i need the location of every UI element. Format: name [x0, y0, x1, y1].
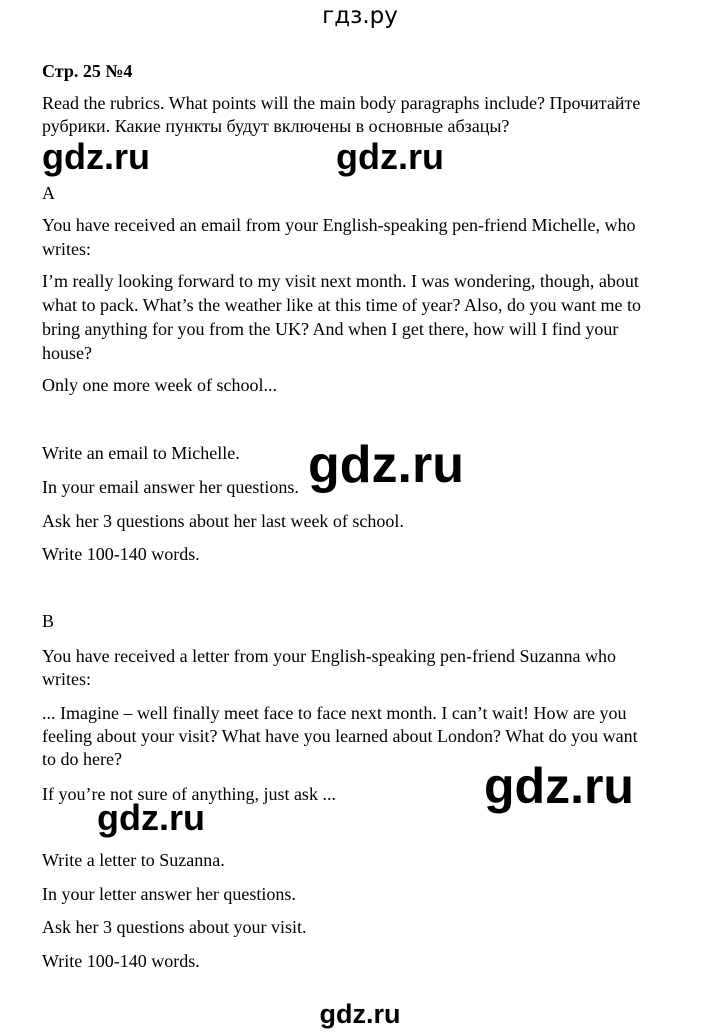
footer-watermark: gdz.ru — [319, 999, 401, 1029]
section-b-prompt-line-1: You have received a letter from your English-speaking pen-friend Suzanna who — [42, 646, 616, 666]
section-a-task-4: Write 100-140 words. — [42, 544, 200, 564]
section-b-letter-line-2: feeling about your visit? What have you learned about London? What do you want — [42, 726, 638, 746]
section-b-task-4: Write 100-140 words. — [42, 951, 200, 971]
section-a-label: A — [42, 183, 55, 203]
section-a-letter-line-1: I’m really looking forward to my visit next month. I was wondering, though, about — [42, 271, 639, 291]
watermark-4: gdz.ru — [484, 758, 634, 814]
section-b-task-2: In your letter answer her questions. — [42, 884, 296, 904]
section-b-letter-line-3: to do here? — [42, 749, 122, 769]
watermark-5: gdz.ru — [97, 797, 205, 838]
section-a-letter-line-4: house? — [42, 343, 92, 363]
section-a-letter-line-2: what to pack. What’s the weather like at this time of year? Also, do you want me to — [42, 295, 642, 315]
section-b-prompt-line-2: writes: — [42, 669, 91, 689]
section-b-letter-line-1: ... Imagine – well finally meet face to face next month. I can’t wait! How are you — [42, 703, 627, 723]
intro-line-1: Read the rubrics. What points will the main body paragraphs include? Прочитайте — [42, 93, 641, 113]
intro-line-2: рубрики. Какие пункты будут включены в основные абзацы? — [42, 116, 510, 136]
section-a-letter-line-3: bring anything for you from the UK? And when I get there, how will I find your — [42, 319, 619, 339]
section-a-prompt-line-2: writes: — [42, 239, 91, 259]
watermark-2: gdz.ru — [336, 136, 444, 177]
page-title: Стр. 25 №4 — [42, 61, 133, 81]
section-a-task-2: In your email answer her questions. — [42, 477, 299, 497]
section-a-prompt-line-1: You have received an email from your English-speaking pen-friend Michelle, who — [42, 215, 636, 235]
section-b-task-1: Write a letter to Suzanna. — [42, 850, 225, 870]
section-a-letter-end: Only one more week of school... — [42, 375, 277, 395]
watermark-3: gdz.ru — [308, 436, 464, 494]
section-b-task-3: Ask her 3 questions about your visit. — [42, 917, 307, 937]
section-a-task-1: Write an email to Michelle. — [42, 443, 240, 463]
section-b-label: B — [42, 611, 55, 631]
section-b-letter-end: If you’re not sure of anything, just ask ... — [42, 784, 336, 804]
section-a-task-3: Ask her 3 questions about her last week of school. — [42, 511, 404, 531]
site-header: гдз.ру — [322, 3, 398, 29]
watermark-1: gdz.ru — [42, 136, 150, 177]
